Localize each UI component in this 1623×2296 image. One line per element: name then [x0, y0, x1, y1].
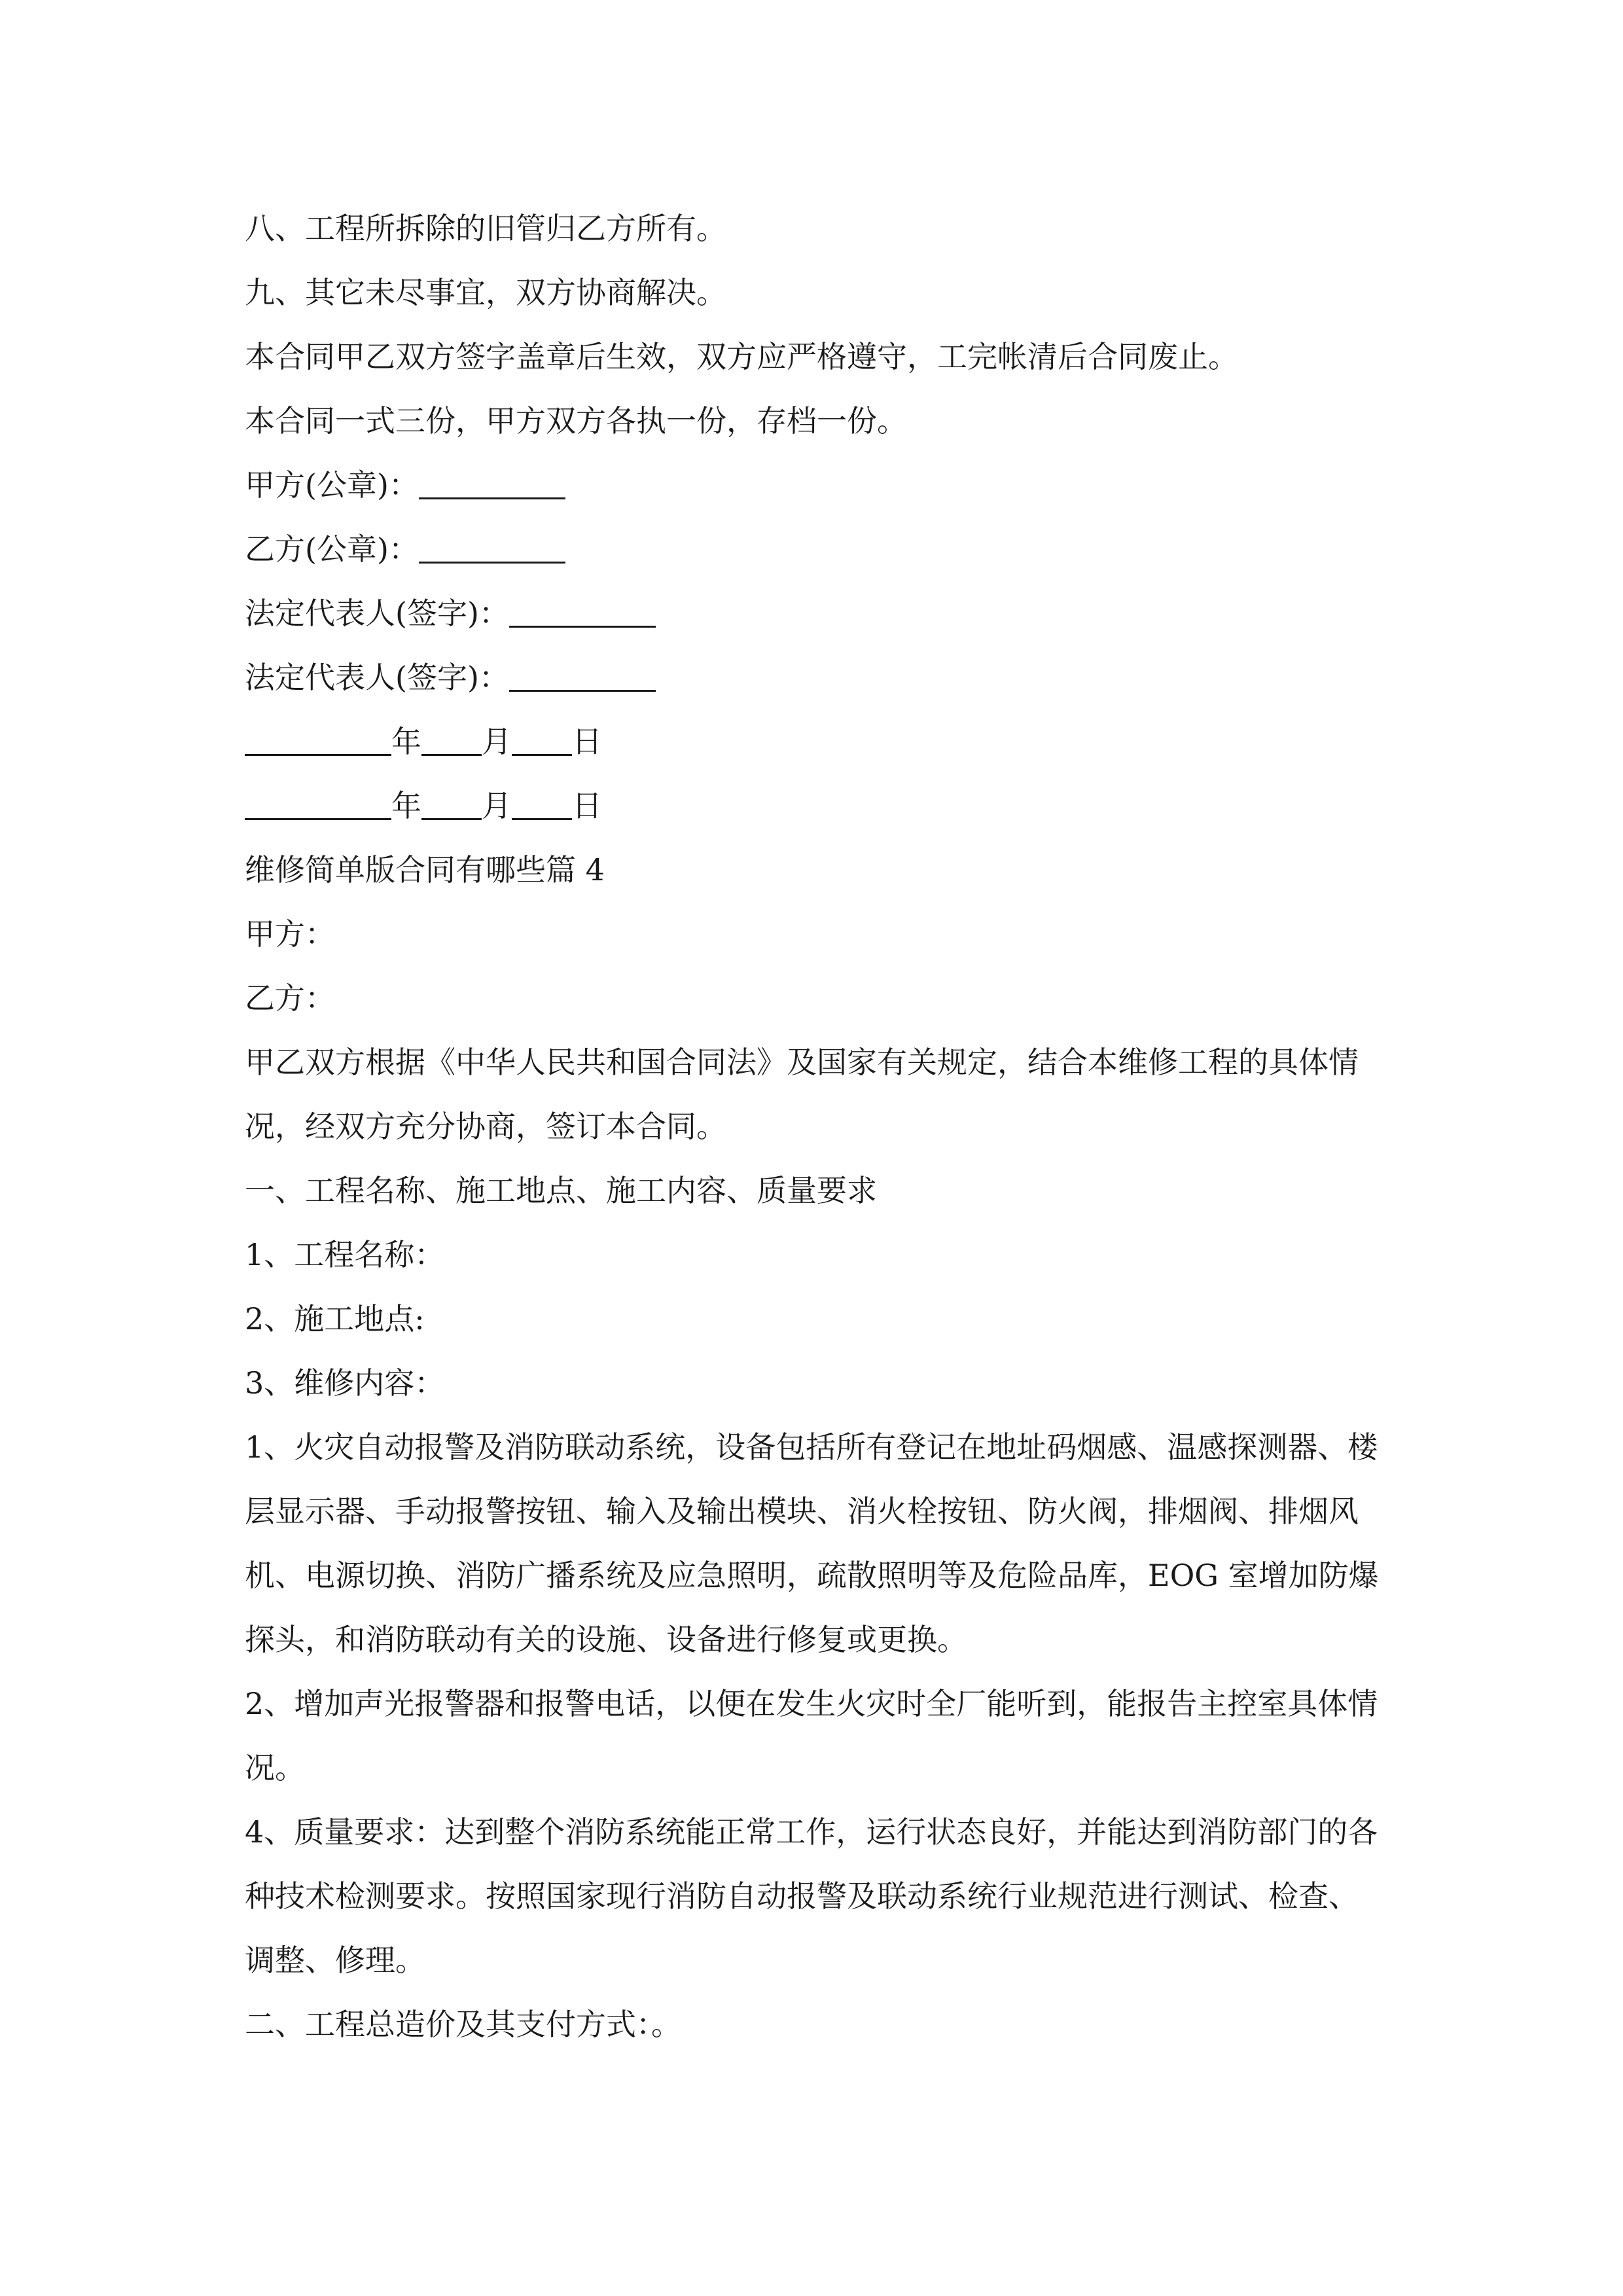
date-line-1: [245, 709, 1385, 774]
clause-1-title: 一、工程名称、施工地点、施工内容、质量要求: [245, 1173, 877, 1208]
copies-clause: 本合同一式三份，甲方双方各执一份，存档一份。: [245, 403, 907, 439]
year-label: 年: [391, 724, 421, 759]
month-label: 月: [482, 788, 512, 823]
year-label: 年: [391, 788, 421, 823]
quality-requirement: 4、质量要求：达到整个消防系统能正常工作，运行状态良好，并能达到消防部门的各种技术检测要求。按照国家现行消防自动报警及联动系统行业规范进行测试、检查、调整、修理。: [245, 1814, 1378, 1978]
date-line-2: [245, 774, 1385, 838]
legal-rep-label: 法定代表人(签字)：: [245, 596, 509, 631]
day-blank: [512, 724, 572, 756]
party-a-seal-label: 甲方(公章)：: [245, 467, 419, 503]
repair-content-2: 2、增加声光报警器和报警电话，以便在发生火灾时全厂能听到，能报告主控室具体情况。: [245, 1686, 1378, 1785]
month-blank: [421, 788, 482, 820]
party-b-seal-label: 乙方(公章)：: [245, 531, 419, 567]
clause-2-title: 二、工程总造价及其支付方式：。: [245, 2007, 681, 2042]
site-item: 2、施工地点:: [245, 1301, 425, 1336]
year-blank: [245, 724, 391, 756]
clause-8: 八、工程所拆除的旧管归乙方所有。: [245, 211, 726, 246]
party-b-seal-blank: [419, 531, 565, 564]
legal-rep-blank: [509, 596, 656, 628]
legal-rep-line-1: [245, 581, 1385, 645]
intro-paragraph: 甲乙双方根据《中华人民共和国合同法》及国家有关规定，结合本维修工程的具体情况，经双方充分协商，签订本合同。: [245, 1045, 1359, 1144]
month-label: 月: [482, 724, 512, 759]
day-blank: [512, 788, 572, 820]
year-blank: [245, 788, 391, 820]
day-label: 日: [572, 724, 602, 759]
month-blank: [421, 724, 482, 756]
party-a-seal-line: [245, 453, 1385, 517]
effect-clause: 本合同甲乙双方签字盖章后生效，双方应严格遵守，工完帐清后合同废止。: [245, 339, 1238, 374]
document-body: [245, 196, 1385, 2056]
clause-9: 九、其它未尽事宜，双方协商解决。: [245, 275, 726, 310]
section-title: 维修简单版合同有哪些篇 4: [245, 852, 605, 888]
legal-rep-label: 法定代表人(签字)：: [245, 660, 509, 695]
party-b-seal-line: [245, 517, 1385, 581]
repair-content-item: 3、维修内容：: [245, 1365, 445, 1401]
party-b-label: 乙方：: [245, 980, 335, 1016]
legal-rep-blank: [509, 660, 656, 692]
project-name-item: 1、工程名称：: [245, 1237, 445, 1272]
day-label: 日: [572, 788, 602, 823]
party-a-seal-blank: [419, 467, 565, 499]
legal-rep-line-2: [245, 645, 1385, 709]
repair-content-1: 1、火灾自动报警及消防联动系统，设备包括所有登记在地址码烟感、温感探测器、楼层显示器、手动报警按钮、输入及输出模块、消火栓按钮、防火阀，排烟阀、排烟风机、电源切换、消防广播系统及应急照明，疏散照明等及危险品库，EOG 室增加防爆探头，和消防联动有关的设施、设备进行修复或更换。: [245, 1429, 1379, 1657]
party-a-label: 甲方：: [245, 916, 335, 952]
